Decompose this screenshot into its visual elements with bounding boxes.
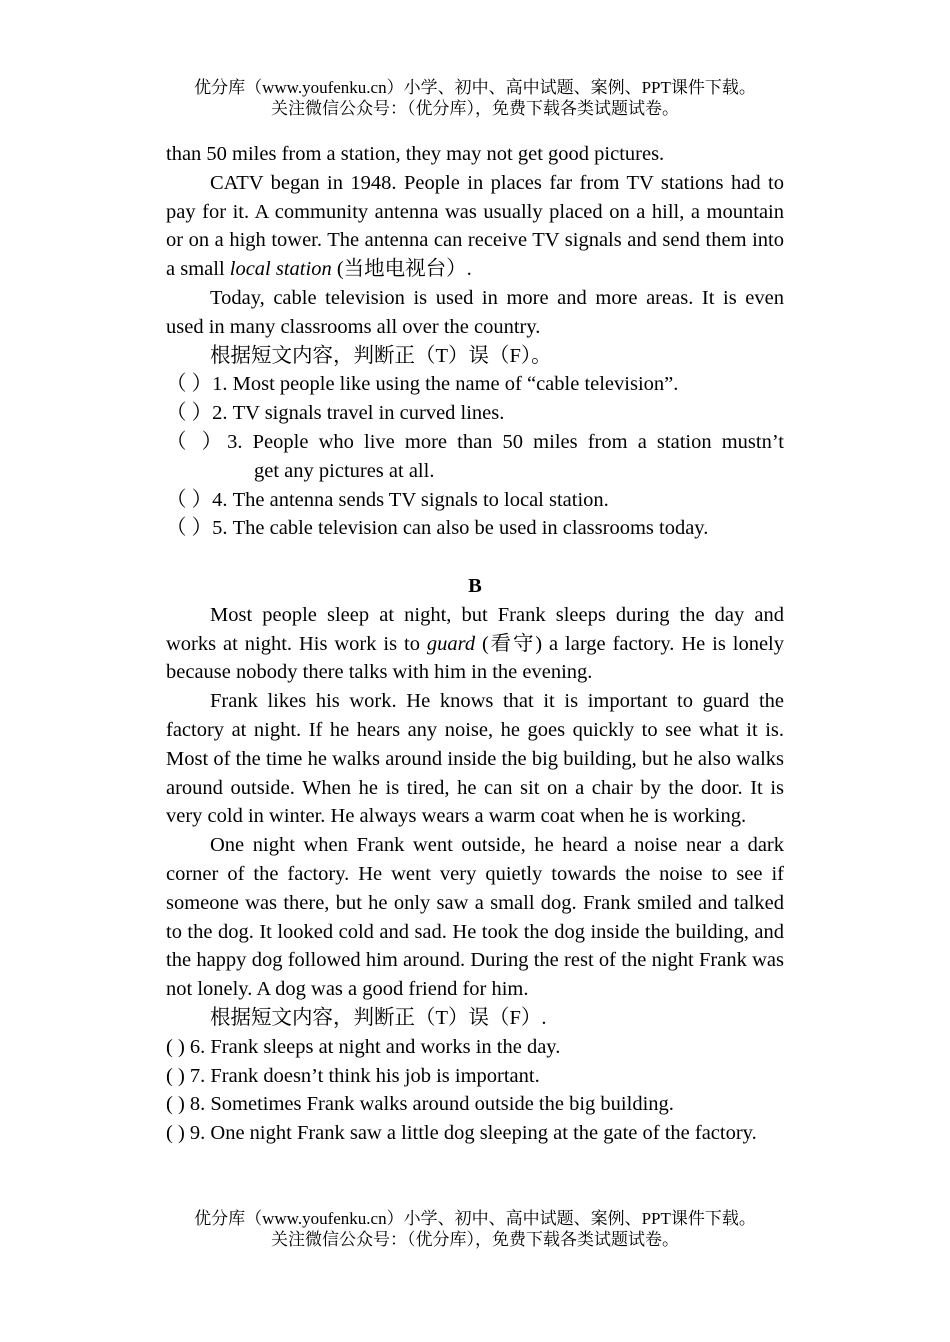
passage-a-paragraph-1: than 50 miles from a station, they may not get good pictures. [166,143,665,165]
passage-b-p1-rest: (看守) a large factory. He is lonely because nobody there talks with him in the evening. [166,632,784,684]
passage-b-paragraph-2: Frank likes his work. He knows that it is important to guard the factory at night. If he hears any noise, he goes quickly to see what it is. Most of the time he walks around inside the big building, but he also walks around outside. When he is tired, he can sit on a chair by the door. It is very cold in winter. He always wears a warm coat when he is working. [166,690,784,828]
passage-b-instruction: 根据短文内容，判断正（T）误（F）. [210,1006,547,1029]
question-6: ( ) 6. Frank sleeps at night and works in the day. [166,1035,561,1058]
document-body [166,140,784,1148]
passage-a-instruction: 根据短文内容，判断正（T）误（F）。 [210,344,552,367]
header-line-1: 优分库（www.youfenku.cn）小学、初中、高中试题、案例、PPT课件下载。 [194,78,756,97]
question-8: ( ) 8. Sometimes Frank walks around outside the big building. [166,1093,674,1116]
header-line-2: 关注微信公众号：（优分库），免费下载各类试题试卷。 [271,99,679,118]
passage-a-paragraph-2 [166,169,784,284]
question-7: ( ) 7. Frank doesn’t think his job is important. [166,1064,540,1087]
question-2: （ ）2. TV signals travel in curved lines. [166,402,505,425]
page-footer [0,1208,950,1250]
passage-b-paragraph-3: One night when Frank went outside, he heard a noise near a dark corner of the factory. He went very quietly towards the noise to see if someone was there, but he only saw a small dog. Frank smiled and talked to the dog. It looked cold and sad. He took the dog inside the building, and the happy dog followed him around. During the rest of the night Frank was not lonely. A dog was a good friend for him. [166,834,784,1001]
footer-line-2: 关注微信公众号：（优分库），免费下载各类试题试卷。 [271,1230,679,1249]
passage-b-p1-text: Most people sleep at night, but Frank sleeps during the day and works at night. His work is to [166,603,784,655]
question-3: （ ）3. People who live more than 50 miles from a station mustn’t [166,430,784,453]
passage-a-paragraph-3: Today, cable television is used in more and more areas. It is even used in many classrooms all over the country. [166,286,784,338]
footer-line-1: 优分库（www.youfenku.cn）小学、初中、高中试题、案例、PPT课件下载。 [194,1209,756,1228]
page-header [0,77,950,119]
question-3-continuation: get any pictures at all. [254,459,435,482]
passage-b-p1-italic-term: guard [426,632,476,655]
question-4: （ ）4. The antenna sends TV signals to local station. [166,488,609,511]
question-1: （ ）1. Most people like using the name of “cable television”. [166,373,679,396]
section-b-heading: B [468,574,482,597]
passage-b-paragraph-1 [166,601,784,687]
passage-a-p2-gloss: (当地电视台）. [331,258,472,281]
question-9: ( ) 9. One night Frank saw a little dog sleeping at the gate of the factory. [166,1122,757,1145]
question-5: （ ）5. The cable television can also be used in classrooms today. [166,517,709,540]
passage-a-p2-text: CATV began in 1948. People in places far from TV stations had to pay for it. A community antenna was usually placed on a hill, a mountain or on a high tower. The antenna can receive TV signals and send them into a small [166,171,784,281]
passage-a-p2-italic-term: local station [229,258,332,281]
section-gap [166,543,784,572]
